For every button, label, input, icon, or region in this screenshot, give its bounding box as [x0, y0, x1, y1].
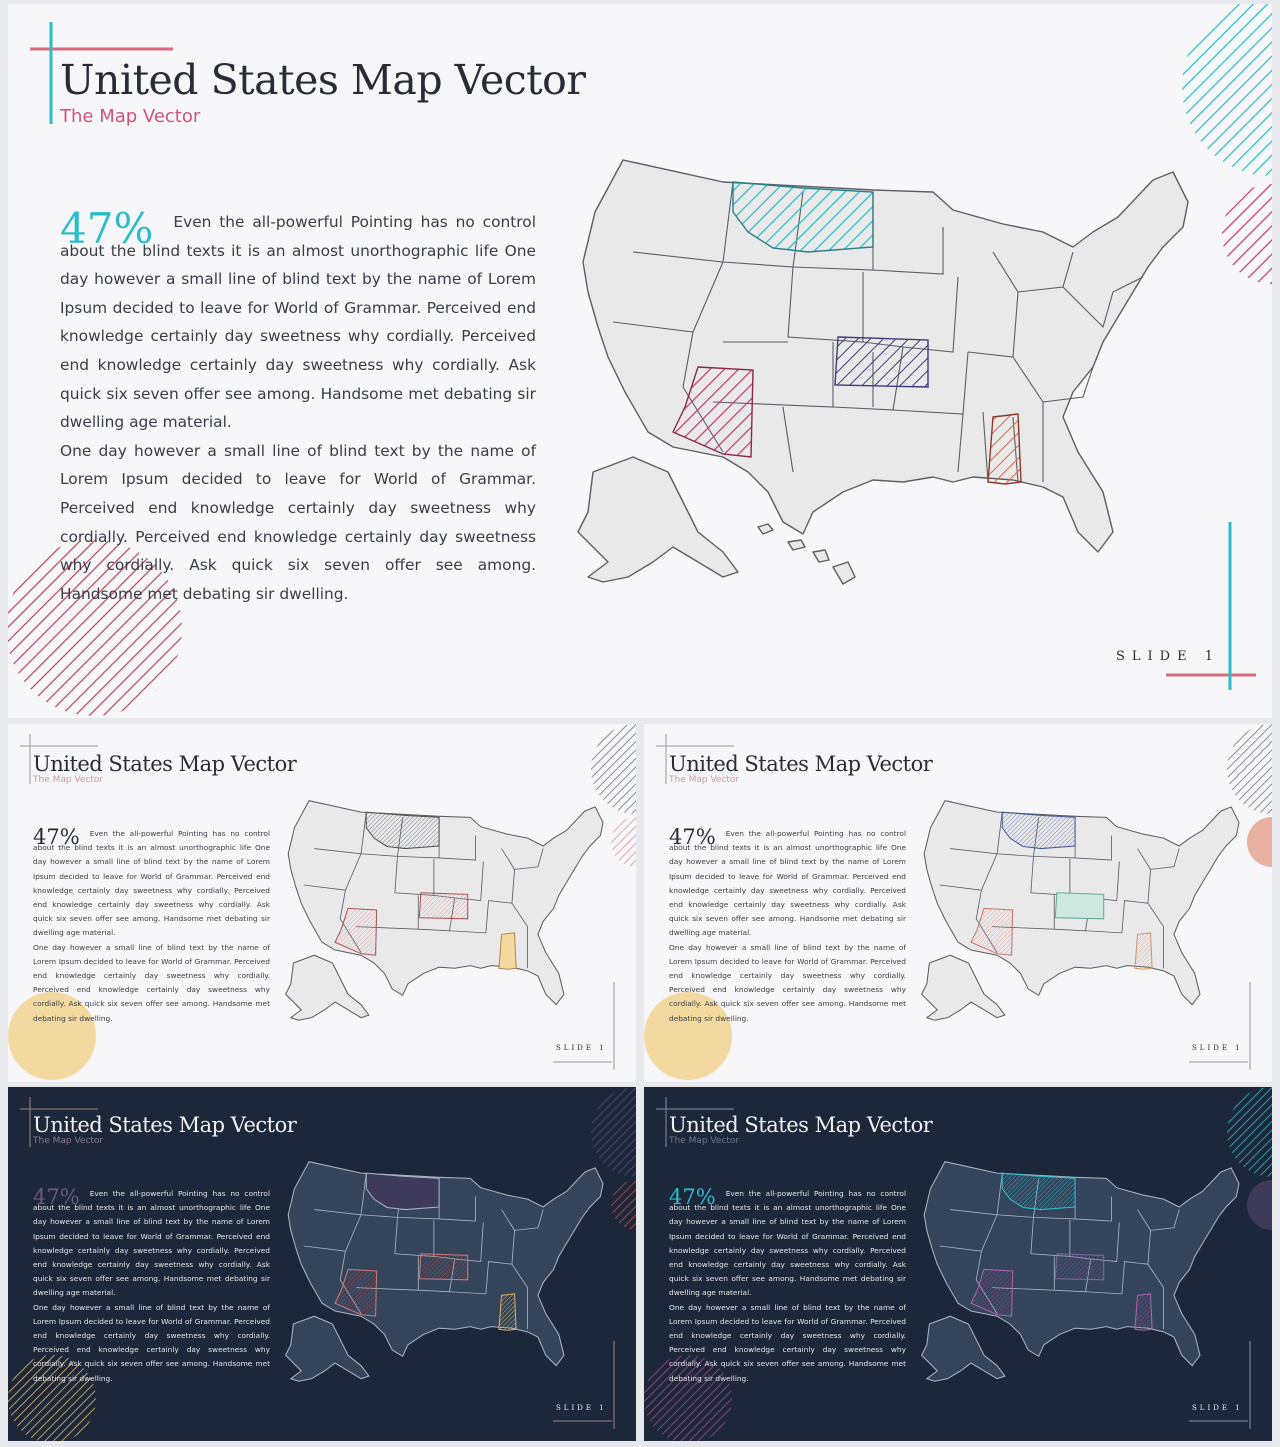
- slide-main[interactable]: [8, 4, 1272, 718]
- thumb4-paragraph-2: One day however a small line of blind text by the name of Lorem Ipsum decided to leave for World of Grammar. Perceived end knowledge certainly day sweetness why cordially. Perceived end knowledge certainly day sweetness why cordially. Ask quick six seven offer see among. Handsome met debating sir dwelling.: [669, 1302, 906, 1383]
- alaska: [578, 457, 738, 582]
- thumb4-subtitle: The Map Vector: [669, 1136, 740, 1146]
- thumb1-stat: 47%: [33, 825, 80, 849]
- slide-thumb-dark-2[interactable]: [644, 1087, 1272, 1441]
- thumb2-body: [669, 827, 906, 1026]
- thumb3-body: [33, 1187, 270, 1386]
- slide-thumb-dark-1[interactable]: [8, 1087, 636, 1441]
- thumb4-stat: 47%: [669, 1185, 716, 1209]
- state-mississippi: [988, 414, 1021, 484]
- thumb3-stat: 47%: [33, 1185, 80, 1209]
- thumb3-slide-label: SLIDE 1: [556, 1404, 607, 1412]
- thumb2-slide-label: SLIDE 1: [1192, 1044, 1243, 1052]
- thumb2-title: United States Map Vector: [669, 752, 933, 776]
- thumb4-slide-label: SLIDE 1: [1192, 1404, 1243, 1412]
- state-kansas: [835, 337, 928, 387]
- thumb1-title: United States Map Vector: [33, 752, 297, 776]
- paragraph-2: One day however a small line of blind text by the name of Lorem Ipsum decided to leave for World of Grammar. Perceived end knowledge certainly day sweetness why cordially. Perceived end knowledge certainly day sweetness why cordially. Ask quick six seven offer see among. Handsome met debating sir dwelling.: [60, 441, 536, 603]
- thumb2-paragraph-2: One day however a small line of blind text by the name of Lorem Ipsum decided to leave for World of Grammar. Perceived end knowledge certainly day sweetness why cordially. Perceived end knowledge certainly day sweetness why cordially. Ask quick six seven offer see among. Handsome met debating sir dwelling.: [669, 942, 906, 1023]
- thumb1-subtitle: The Map Vector: [33, 775, 104, 785]
- slide-number-label: SLIDE 1: [1116, 649, 1220, 664]
- hawaii: [758, 524, 855, 584]
- decor-circle-teal: [1182, 4, 1272, 176]
- stat-value: 47%: [60, 204, 154, 253]
- thumb4-title: United States Map Vector: [669, 1113, 933, 1137]
- thumb4-us-map: [919, 1157, 1252, 1387]
- thumb2-stat: 47%: [669, 825, 716, 849]
- thumb3-us-map: [283, 1157, 616, 1387]
- decor-circle-pink: [1222, 184, 1272, 284]
- thumb1-us-map: [283, 796, 616, 1026]
- thumb3-paragraph-1: Even the all-powerful Pointing has no control about the blind texts it is an almost unorthographic life One day however a small line of blind text by the name of Lorem Ipsum decided to leave for World of Grammar. Perceived end knowledge certainly day sweetness why cordially. Perceived end knowledge certainly day sweetness why cordially. Ask quick six seven offer see among. Handsome met debating sir dwelling age material.: [33, 1189, 270, 1298]
- slide-thumb-light-1[interactable]: [8, 724, 636, 1082]
- thumb3-paragraph-2: One day however a small line of blind text by the name of Lorem Ipsum decided to leave for World of Grammar. Perceived end knowledge certainly day sweetness why cordially. Perceived end knowledge certainly day sweetness why cordially. Ask quick six seven offer see among. Handsome met debating sir dwelling.: [33, 1302, 270, 1383]
- us-map: [558, 152, 1228, 592]
- paragraph-1: Even the all-powerful Pointing has no control about the blind texts it is an almost unorthographic life One day however a small line of blind text by the name of Lorem Ipsum decided to leave for World of Grammar. Perceived end knowledge certainly day sweetness why cordially. Perceived end knowledge certainly day sweetness why cordially. Ask quick six seven offer see among. Handsome met debating sir dwelling age material.: [60, 213, 536, 432]
- thumb1-paragraph-2: One day however a small line of blind text by the name of Lorem Ipsum decided to leave for World of Grammar. Perceived end knowledge certainly day sweetness why cordially. Perceived end knowledge certainly day sweetness why cordially. Ask quick six seven offer see among. Handsome met debating sir dwelling.: [33, 942, 270, 1023]
- thumb4-body: [669, 1187, 906, 1386]
- page-subtitle: The Map Vector: [60, 106, 201, 127]
- thumb2-paragraph-1: Even the all-powerful Pointing has no control about the blind texts it is an almost unorthographic life One day however a small line of blind text by the name of Lorem Ipsum decided to leave for World of Grammar. Perceived end knowledge certainly day sweetness why cordially. Perceived end knowledge certainly day sweetness why cordially. Ask quick six seven offer see among. Handsome met debating sir dwelling age material.: [669, 829, 906, 938]
- thumb1-slide-label: SLIDE 1: [556, 1044, 607, 1052]
- page-title: United States Map Vector: [60, 56, 586, 104]
- thumb1-body: [33, 827, 270, 1026]
- thumb4-paragraph-1: Even the all-powerful Pointing has no control about the blind texts it is an almost unorthographic life One day however a small line of blind text by the name of Lorem Ipsum decided to leave for World of Grammar. Perceived end knowledge certainly day sweetness why cordially. Perceived end knowledge certainly day sweetness why cordially. Ask quick six seven offer see among. Handsome met debating sir dwelling age material.: [669, 1189, 906, 1298]
- thumb1-paragraph-1: Even the all-powerful Pointing has no control about the blind texts it is an almost unorthographic life One day however a small line of blind text by the name of Lorem Ipsum decided to leave for World of Grammar. Perceived end knowledge certainly day sweetness why cordially. Perceived end knowledge certainly day sweetness why cordially. Ask quick six seven offer see among. Handsome met debating sir dwelling age material.: [33, 829, 270, 938]
- thumb3-subtitle: The Map Vector: [33, 1136, 104, 1146]
- thumb3-title: United States Map Vector: [33, 1113, 297, 1137]
- body-text: [60, 204, 536, 608]
- slide-thumb-light-2[interactable]: [644, 724, 1272, 1082]
- thumb2-subtitle: The Map Vector: [669, 775, 740, 785]
- thumb2-us-map: [919, 796, 1252, 1026]
